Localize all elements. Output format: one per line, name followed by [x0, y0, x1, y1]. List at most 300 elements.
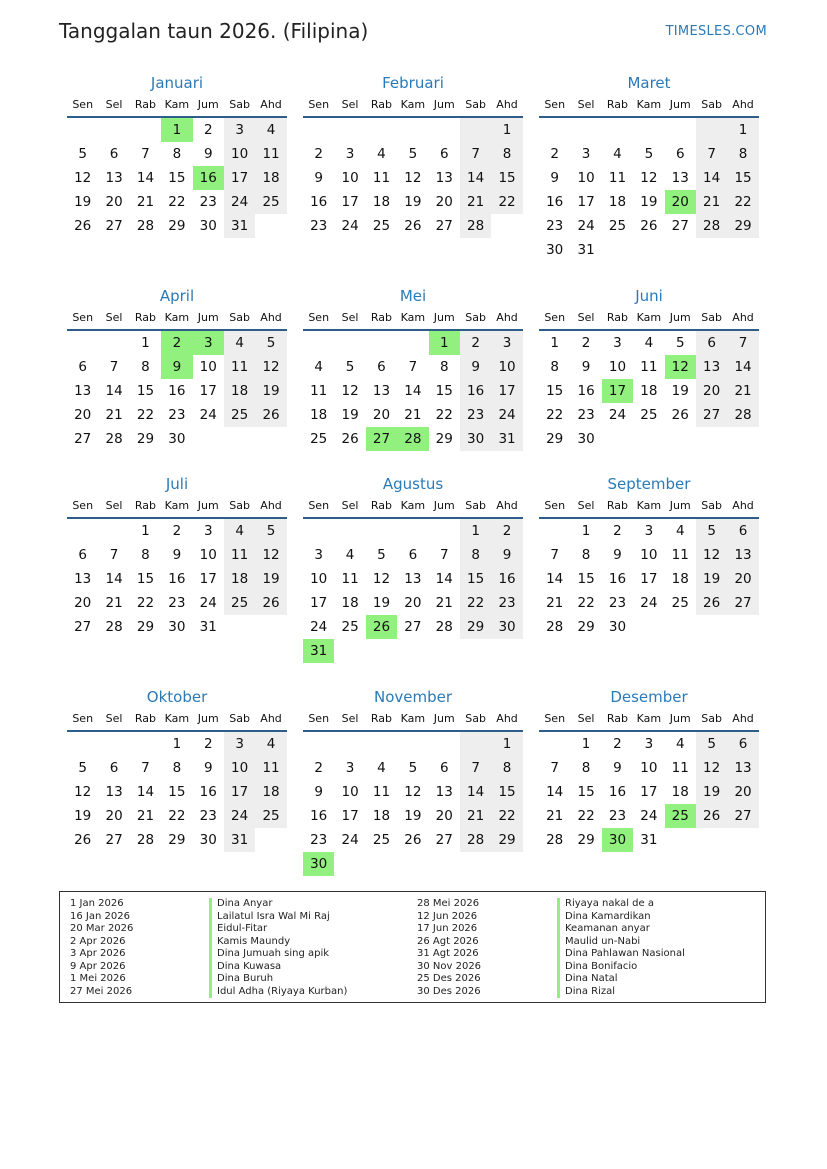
day-cell: 23: [546, 218, 564, 234]
day-cell: 28: [105, 619, 123, 635]
day-cell: 15: [727, 166, 758, 190]
empty-day-cell: [429, 639, 460, 663]
weekday-label: Kam: [636, 311, 662, 324]
day-cell: 30: [168, 431, 186, 447]
day-cell: 9: [460, 355, 491, 379]
day-cell: 27: [105, 218, 123, 234]
day-cell: 12: [404, 784, 422, 800]
day-cell: 8: [491, 756, 522, 780]
day-cell: 14: [546, 784, 564, 800]
day-cell: 21: [435, 595, 453, 611]
week-row: [67, 403, 287, 427]
empty-day-cell: [665, 828, 696, 852]
day-cell: 8: [141, 359, 150, 375]
day-cell: 26: [404, 218, 422, 234]
weekday-label: Rab: [134, 499, 157, 512]
day-cell: 7: [141, 146, 150, 162]
legend-holiday-date: 20 Mar 2026: [70, 923, 134, 934]
weekday-label: Sen: [72, 499, 94, 512]
empty-day-cell: [98, 331, 129, 355]
day-cell: 2: [550, 146, 559, 162]
day-cell: 23: [168, 595, 186, 611]
week-row: [67, 190, 287, 214]
month-days-grid: [539, 94, 759, 262]
weekday-label: Jum: [197, 311, 219, 324]
day-cell: 6: [78, 547, 87, 563]
weekday-label: Kam: [636, 712, 662, 725]
month-name: April: [159, 287, 195, 305]
legend-right-names: [557, 898, 685, 998]
weekday-label: Jum: [197, 499, 219, 512]
legend-holiday-date: 9 Apr 2026: [70, 960, 126, 972]
weekday-header: [303, 708, 523, 732]
day-cell: 13: [671, 170, 689, 186]
day-cell: 7: [408, 359, 418, 375]
day-cell: 18: [224, 379, 255, 403]
day-cell: 15: [435, 383, 453, 399]
holiday-day-cell: 25: [665, 804, 696, 828]
brand-link[interactable]: TIMESLES.COM: [665, 24, 767, 39]
day-cell: 29: [136, 619, 155, 635]
day-cell: 10: [310, 571, 328, 587]
day-cell: 3: [203, 523, 213, 539]
day-cell: 16: [491, 567, 522, 591]
day-cell: 26: [640, 218, 658, 234]
week-row: [539, 567, 759, 591]
day-cell: 23: [168, 407, 186, 423]
day-cell: 23: [310, 832, 328, 848]
week-row: [67, 379, 287, 403]
day-cell: 10: [199, 547, 217, 563]
day-cell: 28: [696, 214, 727, 238]
weekday-label: Sel: [341, 311, 359, 324]
weekday-label: Sab: [229, 98, 250, 111]
day-cell: 22: [136, 595, 155, 611]
empty-day-cell: [303, 519, 334, 543]
day-cell: 17: [341, 808, 359, 824]
day-cell: 12: [341, 383, 359, 399]
weekday-label: Jum: [433, 98, 455, 111]
month-days-grid: [303, 708, 523, 876]
day-cell: 2: [203, 122, 213, 138]
week-row: [539, 190, 759, 214]
legend-holiday-name: Dina Buruh: [209, 973, 347, 986]
day-cell: 21: [460, 804, 491, 828]
day-cell: 9: [203, 760, 213, 776]
day-cell: 13: [105, 784, 123, 800]
day-cell: 4: [345, 547, 355, 563]
weekday-label: Ahd: [260, 98, 282, 111]
month-juli: [67, 473, 287, 639]
day-cell: 22: [435, 407, 453, 423]
month-januari: [67, 72, 287, 238]
day-cell: 14: [460, 780, 491, 804]
weekday-label: Sab: [229, 499, 250, 512]
month-name: November: [373, 688, 453, 706]
week-row: [539, 214, 759, 238]
week-row: [303, 403, 523, 427]
day-cell: 28: [435, 619, 453, 635]
day-cell: 8: [491, 142, 522, 166]
weekday-label: Ahd: [260, 311, 282, 324]
empty-day-cell: [366, 852, 397, 876]
week-row: [303, 166, 523, 190]
legend-holiday-date: 27 Mei 2026: [70, 985, 133, 997]
weekday-label: Ahd: [496, 499, 518, 512]
weekday-header: [539, 307, 759, 331]
legend-holiday-date: 26 Agt 2026: [417, 935, 479, 947]
day-cell: 6: [78, 359, 87, 375]
week-row: [303, 804, 523, 828]
week-row: [539, 828, 759, 852]
day-cell: 19: [696, 780, 727, 804]
day-cell: 19: [255, 567, 286, 591]
day-cell: 11: [341, 571, 359, 587]
day-cell: 20: [74, 595, 92, 611]
empty-day-cell: [429, 118, 460, 142]
day-cell: 18: [671, 571, 689, 587]
legend-left-dates: [70, 898, 133, 998]
empty-day-cell: [193, 427, 224, 451]
day-cell: 16: [608, 571, 627, 587]
empty-day-cell: [366, 331, 397, 355]
day-cell: 15: [577, 784, 595, 800]
day-cell: 2: [581, 335, 591, 351]
legend-holiday-name: Eidul-Fitar: [209, 923, 347, 936]
day-cell: 30: [199, 832, 217, 848]
day-cell: 4: [377, 146, 386, 162]
weekday-label: Sen: [544, 499, 566, 512]
day-cell: 24: [310, 619, 328, 635]
week-row: [303, 852, 523, 876]
legend-holiday-name: Dina Anyar: [209, 898, 347, 911]
month-days-grid: [67, 94, 287, 238]
day-cell: 14: [105, 571, 123, 587]
day-cell: 8: [581, 760, 591, 776]
empty-day-cell: [130, 732, 161, 756]
day-cell: 29: [577, 619, 595, 635]
week-row: [303, 142, 523, 166]
week-row: [67, 214, 287, 238]
empty-day-cell: [303, 118, 334, 142]
weekday-label: Ahd: [732, 311, 754, 324]
weekday-label: Sab: [701, 311, 722, 324]
empty-day-cell: [602, 238, 633, 262]
day-cell: 19: [404, 194, 422, 210]
day-cell: 15: [460, 567, 491, 591]
week-row: [303, 379, 523, 403]
day-cell: 18: [310, 407, 328, 423]
weekday-header: [303, 495, 523, 519]
day-cell: 22: [546, 407, 564, 423]
legend-holiday-date: 16 Jan 2026: [70, 910, 130, 922]
day-cell: 25: [224, 591, 255, 615]
legend-holiday-name: Dina Jumuah sing apik: [209, 948, 347, 961]
weekday-label: Rab: [134, 98, 157, 111]
weekday-label: Sab: [465, 311, 486, 324]
weekday-label: Sab: [465, 712, 486, 725]
empty-day-cell: [366, 732, 397, 756]
day-cell: 11: [224, 543, 255, 567]
day-cell: 5: [696, 732, 727, 756]
day-cell: 10: [341, 784, 359, 800]
weekday-label: Sen: [72, 98, 94, 111]
day-cell: 12: [404, 170, 422, 186]
day-cell: 5: [255, 331, 286, 355]
day-cell: 21: [696, 190, 727, 214]
week-row: [539, 379, 759, 403]
day-cell: 6: [696, 331, 727, 355]
legend-holiday-name: Dina Natal: [557, 973, 685, 986]
day-cell: 8: [581, 547, 591, 563]
day-cell: 11: [372, 784, 391, 800]
empty-day-cell: [491, 214, 522, 238]
day-cell: 16: [310, 808, 328, 824]
empty-day-cell: [397, 852, 428, 876]
empty-day-cell: [633, 615, 664, 639]
month-name: Maret: [627, 74, 671, 92]
day-cell: 18: [255, 166, 286, 190]
day-cell: 4: [675, 736, 685, 752]
day-cell: 22: [168, 194, 186, 210]
week-row: [67, 355, 287, 379]
day-cell: 6: [408, 547, 418, 563]
day-cell: 29: [577, 832, 595, 848]
day-cell: 3: [345, 760, 355, 776]
day-cell: 13: [727, 543, 758, 567]
empty-day-cell: [334, 118, 365, 142]
day-cell: 12: [372, 571, 391, 587]
legend-holiday-date: 12 Jun 2026: [417, 910, 478, 922]
day-cell: 19: [255, 379, 286, 403]
legend-holiday-date: 1 Jan 2026: [70, 898, 124, 909]
weekday-label: Jum: [669, 712, 691, 725]
weekday-label: Jum: [433, 311, 455, 324]
weekday-label: Kam: [164, 98, 190, 111]
week-row: [303, 567, 523, 591]
day-cell: 4: [314, 359, 323, 375]
week-row: [67, 166, 287, 190]
day-cell: 13: [105, 170, 123, 186]
month-name: Oktober: [146, 688, 208, 706]
day-cell: 24: [608, 407, 627, 423]
day-cell: 28: [460, 214, 491, 238]
holiday-day-cell: 20: [665, 190, 696, 214]
empty-day-cell: [665, 615, 696, 639]
day-cell: 11: [224, 355, 255, 379]
day-cell: 5: [345, 359, 355, 375]
day-cell: 20: [105, 194, 123, 210]
day-cell: 6: [727, 519, 758, 543]
day-cell: 11: [372, 170, 391, 186]
day-cell: 21: [546, 595, 564, 611]
day-cell: 18: [640, 383, 658, 399]
day-cell: 22: [460, 591, 491, 615]
holiday-day-cell: 1: [429, 331, 460, 355]
day-cell: 28: [136, 832, 155, 848]
weekday-label: Ahd: [496, 311, 518, 324]
holiday-legend: [59, 891, 766, 1003]
day-cell: 30: [460, 427, 491, 451]
day-cell: 5: [377, 547, 386, 563]
day-cell: 20: [435, 808, 453, 824]
weekday-header: [303, 94, 523, 118]
weekday-label: Sen: [308, 712, 330, 725]
day-cell: 5: [255, 519, 286, 543]
day-cell: 6: [675, 146, 685, 162]
week-row: [539, 403, 759, 427]
empty-day-cell: [397, 519, 428, 543]
day-cell: 28: [105, 431, 123, 447]
day-cell: 9: [581, 359, 591, 375]
weekday-label: Ahd: [496, 712, 518, 725]
month-desember: [539, 686, 759, 852]
day-cell: 24: [491, 403, 522, 427]
day-cell: 28: [136, 218, 155, 234]
day-cell: 19: [640, 194, 658, 210]
day-cell: 15: [168, 170, 186, 186]
empty-day-cell: [460, 732, 491, 756]
month-april: [67, 285, 287, 451]
day-cell: 27: [435, 218, 453, 234]
day-cell: 10: [224, 142, 255, 166]
weekday-label: Sel: [577, 98, 595, 111]
weekday-label: Rab: [134, 712, 157, 725]
empty-day-cell: [224, 615, 255, 639]
holiday-day-cell: 31: [303, 639, 334, 663]
day-cell: 31: [224, 214, 255, 238]
day-cell: 6: [727, 732, 758, 756]
holiday-day-cell: 26: [366, 615, 397, 639]
weekday-label: Kam: [400, 499, 426, 512]
weekday-label: Sel: [105, 499, 123, 512]
day-cell: 13: [727, 756, 758, 780]
day-cell: 13: [74, 383, 92, 399]
day-cell: 20: [404, 595, 422, 611]
empty-day-cell: [491, 639, 522, 663]
day-cell: 26: [696, 804, 727, 828]
weekday-label: Kam: [400, 98, 426, 111]
month-februari: [303, 72, 523, 238]
empty-day-cell: [429, 732, 460, 756]
week-row: [539, 615, 759, 639]
day-cell: 17: [310, 595, 328, 611]
empty-day-cell: [67, 519, 98, 543]
weekday-label: Sen: [308, 499, 330, 512]
day-cell: 19: [372, 595, 391, 611]
empty-day-cell: [303, 331, 334, 355]
day-cell: 26: [74, 218, 92, 234]
weekday-label: Kam: [164, 712, 190, 725]
day-cell: 9: [314, 170, 323, 186]
day-cell: 7: [550, 547, 559, 563]
day-cell: 23: [608, 595, 627, 611]
day-cell: 12: [74, 784, 92, 800]
day-cell: 26: [74, 832, 92, 848]
week-row: [303, 519, 523, 543]
weekday-header: [67, 307, 287, 331]
day-cell: 8: [172, 146, 182, 162]
month-days-grid: [303, 307, 523, 451]
day-cell: 25: [255, 190, 286, 214]
day-cell: 22: [168, 808, 186, 824]
empty-day-cell: [334, 732, 365, 756]
empty-day-cell: [397, 639, 428, 663]
day-cell: 14: [404, 383, 422, 399]
weekday-label: Sel: [577, 712, 595, 725]
day-cell: 26: [404, 832, 422, 848]
empty-day-cell: [460, 639, 491, 663]
weekday-label: Ahd: [260, 499, 282, 512]
weekday-label: Sel: [105, 98, 123, 111]
weekday-label: Ahd: [260, 712, 282, 725]
empty-day-cell: [130, 118, 161, 142]
day-cell: 29: [136, 431, 155, 447]
day-cell: 20: [727, 567, 758, 591]
weekday-header: [67, 708, 287, 732]
legend-holiday-date: 3 Apr 2026: [70, 948, 126, 959]
empty-day-cell: [429, 852, 460, 876]
empty-day-cell: [633, 118, 664, 142]
weekday-label: Rab: [606, 98, 629, 111]
week-row: [539, 780, 759, 804]
empty-day-cell: [696, 427, 727, 451]
empty-day-cell: [539, 732, 570, 756]
day-cell: 15: [168, 784, 186, 800]
day-cell: 30: [168, 619, 186, 635]
day-cell: 27: [105, 832, 123, 848]
day-cell: 1: [581, 736, 591, 752]
day-cell: 5: [78, 146, 87, 162]
month-days-grid: [67, 495, 287, 639]
weekday-header: [67, 94, 287, 118]
weekday-label: Jum: [669, 98, 691, 111]
day-cell: 21: [136, 808, 155, 824]
empty-day-cell: [334, 852, 365, 876]
day-cell: 28: [546, 619, 564, 635]
empty-day-cell: [67, 331, 98, 355]
day-cell: 6: [377, 359, 386, 375]
day-cell: 26: [696, 591, 727, 615]
weekday-label: Sel: [577, 499, 595, 512]
day-cell: 25: [640, 407, 658, 423]
day-cell: 10: [491, 355, 522, 379]
day-cell: 1: [141, 335, 150, 351]
week-row: [303, 828, 523, 852]
month-days-grid: [539, 708, 759, 852]
weekday-header: [539, 495, 759, 519]
day-cell: 21: [105, 407, 123, 423]
day-cell: 4: [644, 335, 654, 351]
legend-holiday-name: Dina Rizal: [557, 986, 685, 999]
holiday-day-cell: 12: [665, 355, 696, 379]
day-cell: 15: [491, 166, 522, 190]
weekday-label: Kam: [636, 98, 662, 111]
day-cell: 26: [255, 591, 286, 615]
day-cell: 1: [491, 732, 522, 756]
week-row: [539, 142, 759, 166]
day-cell: 14: [727, 355, 758, 379]
day-cell: 26: [255, 403, 286, 427]
weekday-label: Kam: [636, 499, 662, 512]
week-row: [303, 543, 523, 567]
empty-day-cell: [98, 118, 129, 142]
day-cell: 3: [224, 732, 255, 756]
week-row: [539, 543, 759, 567]
legend-holiday-date: 28 Mei 2026: [417, 898, 480, 909]
month-days-grid: [539, 495, 759, 639]
day-cell: 9: [314, 784, 323, 800]
